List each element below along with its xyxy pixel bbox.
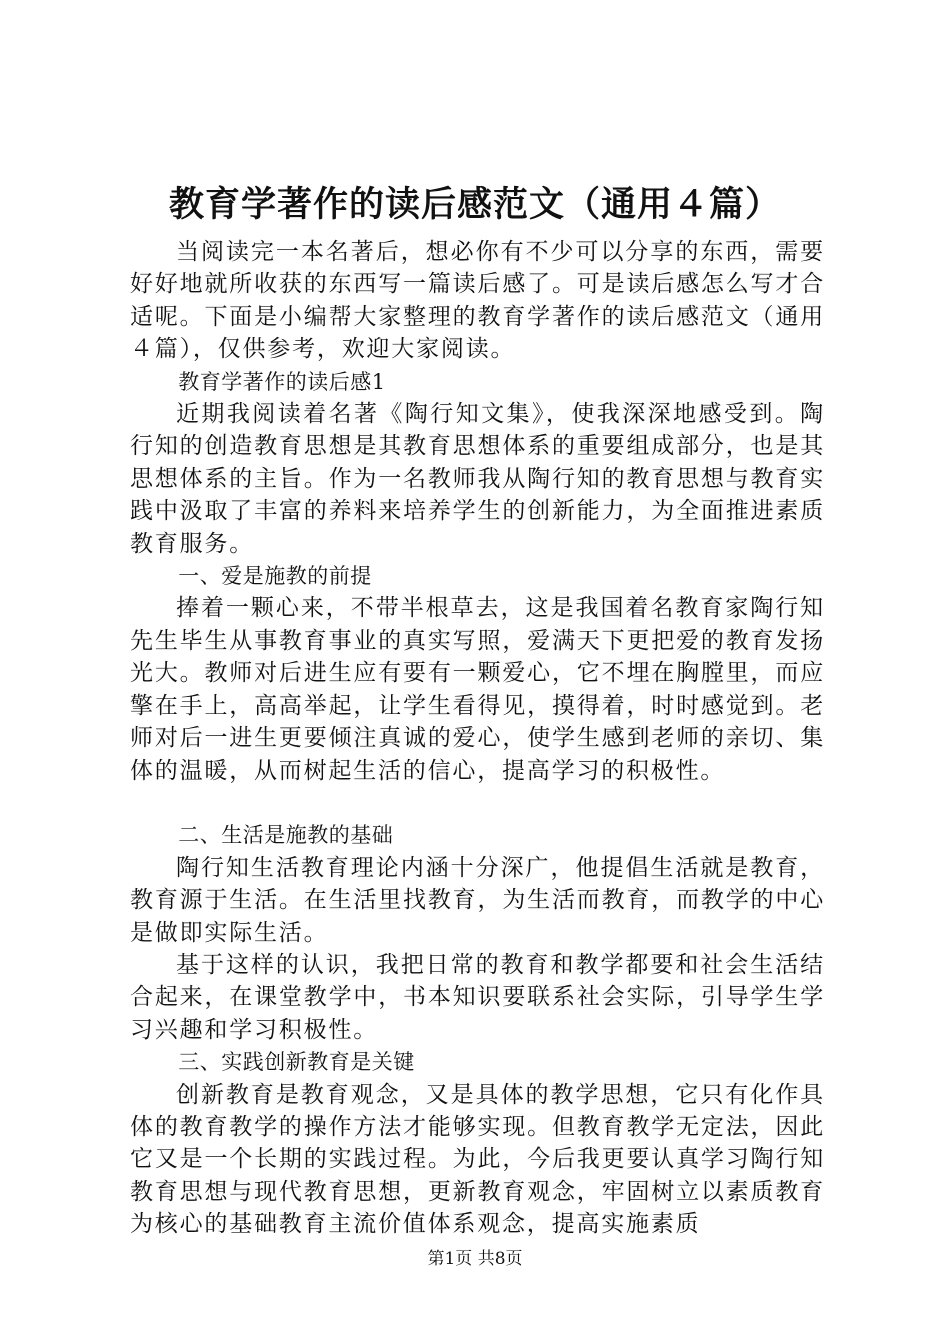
page-number-footer: 第1页 共8页 xyxy=(427,1249,523,1269)
intro-paragraph: 当阅读完一本名著后，想必你有不少可以分享的东西，需要好好地就所收获的东西写一篇读后感了。可是读后感怎么写才合适呢。下面是小编帮大家整理的教育学著作的读后感范文（通用４篇），仅供参考，欢迎大家阅读。 xyxy=(130,239,825,363)
subheading-love: 一、爱是施教的前提 xyxy=(178,564,372,589)
life-paragraph-1: 陶行知生活教育理论内涵十分深广，他提倡生活就是教育，教育源于生活。在生活里找教育，为生活而教育，而教学的中心是做即实际生活。 xyxy=(130,854,825,946)
subheading-life: 二、生活是施教的基础 xyxy=(178,823,394,848)
section-heading-1: 教育学著作的读后感1 xyxy=(178,369,386,394)
life-paragraph-2: 基于这样的认识，我把日常的教育和教学都要和社会生活结合起来，在课堂教学中，书本知识要联系社会实际，引导学生学习兴趣和学习积极性。 xyxy=(130,951,825,1043)
blank-line xyxy=(130,787,825,819)
subheading-practice: 三、实践创新教育是关键 xyxy=(178,1050,415,1075)
document-title: 教育学著作的读后感范文（通用４篇） xyxy=(168,184,781,225)
document-body xyxy=(130,236,825,1241)
love-paragraph: 捧着一颗心来，不带半根草去，这是我国着名教育家陶行知先生毕生从事教育事业的真实写照，爱满天下更把爱的教育发扬光大。教师对后进生应有要有一颗爱心，它不埋在胸膛里，而应擎在手上，高高举起，让学生看得见，摸得着，时时感觉到。老师对后一进生更要倾注真诚的爱心，使学生感到老师的亲切、集体的温暖，从而树起生活的信心，提高学习的积极性。 xyxy=(130,595,825,784)
section1-paragraph: 近期我阅读着名著《陶行知文集》，使我深深地感受到。陶行知的创造教育思想是其教育思想体系的重要组成部分，也是其思想体系的主旨。作为一名教师我从陶行知的教育思想与教育实践中汲取了丰富的养料来培养学生的创新能力，为全面推进素质教育服务。 xyxy=(130,401,825,557)
practice-paragraph: 创新教育是教育观念，又是具体的教学思想，它只有化作具体的教育教学的操作方法才能够实现。但教育教学无定法，因此它又是一个长期的实践过程。为此，今后我更要认真学习陶行知教育思想与现代教育思想，更新教育观念，牢固树立以素质教育为核心的基础教育主流价值体系观念，提高实施素质 xyxy=(130,1081,825,1238)
